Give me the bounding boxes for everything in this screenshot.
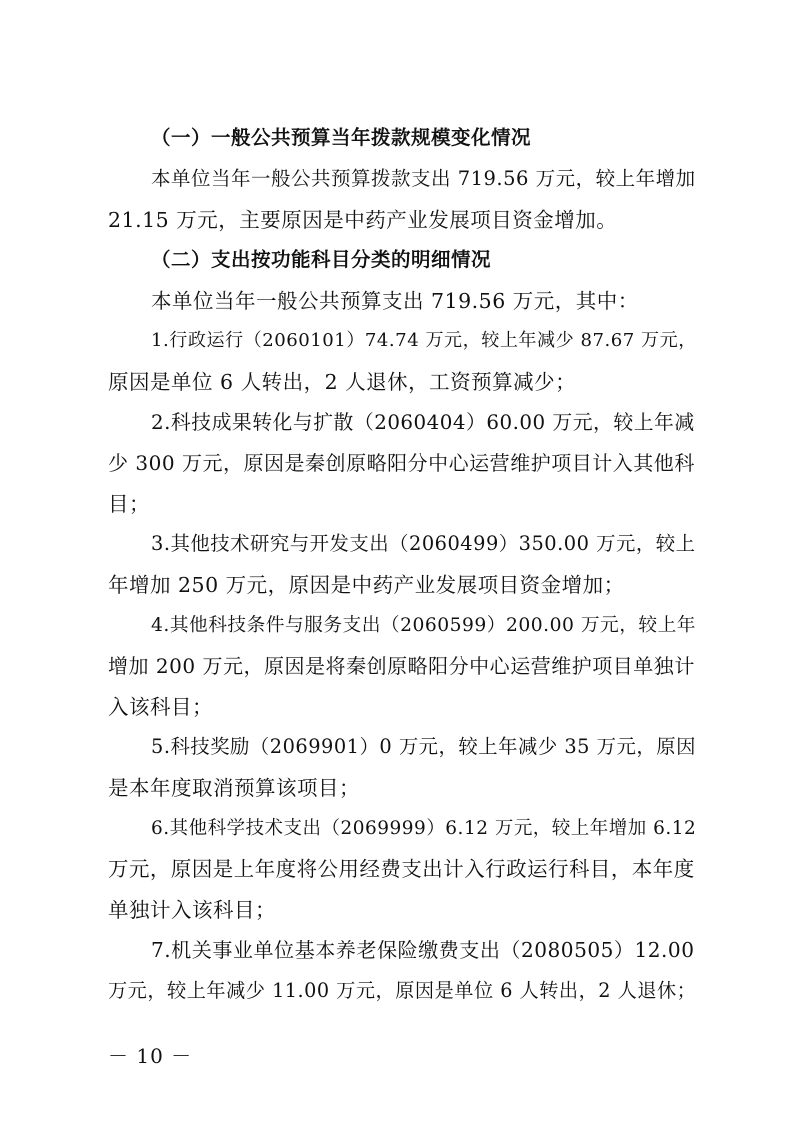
list-item-5-line: 5.科技奖励（2069901）0 万元，较上年减少 35 万元，原因 [151,735,696,758]
section-heading-2: （二）支出按功能科目分类的明细情况 [151,248,492,271]
list-item-7-line: 7.机关事业单位基本养老保险缴费支出（2080505）12.00 [151,938,695,962]
list-item-5-line: 是本年度取消预算该项目； [108,776,360,800]
list-item-2-line: 2.科技成果转化与扩散（2060404）60.00 万元，较上年减 [151,411,695,434]
list-item-7-line: 万元，较上年减少 11.00 万元，原因是单位 6 人转出，2 人退休； [108,979,697,1002]
list-item-3-line: 3.其他技术研究与开发支出（2060499）350.00 万元，较上 [151,532,696,555]
list-item-6-line: 6.其他科学技术支出（2069999）6.12 万元，较上年增加 6.12 [151,818,697,839]
paragraph-line: 21.15 万元，主要原因是中药产业发展项目资金增加。 [108,208,618,232]
paragraph-line: 本单位当年一般公共预算拨款支出 719.56 万元，较上年增加 [151,167,696,190]
list-item-1-line: 1.行政运行（2060101）74.74 万元，较上年减少 87.67 万元， [151,330,697,351]
paragraph-line: 本单位当年一般公共预算支出 719.56 万元，其中： [151,289,639,313]
list-item-4-line: 4.其他科技条件与服务支出（2060599）200.00 万元，较上年 [151,615,696,636]
page-number: － 10 － [108,1044,193,1068]
list-item-6-line: 单独计入该科目； [108,898,276,922]
list-item-4-line: 增加 200 万元，原因是将秦创原略阳分中心运营维护项目单独计 [108,654,695,678]
list-item-1-line: 原因是单位 6 人转出，2 人退休，工资预算减少； [108,370,577,394]
list-item-2-line: 少 300 万元，原因是秦创原略阳分中心运营维护项目计入其他科 [108,451,695,475]
section-heading-1: （一）一般公共预算当年拨款规模变化情况 [151,126,532,149]
list-item-4-line: 入该科目； [108,695,213,719]
list-item-2-line: 目； [108,492,150,516]
list-item-3-line: 年增加 250 万元，原因是中药产业发展项目资金增加； [108,573,625,597]
list-item-6-line: 万元，原因是上年度将公用经费支出计入行政运行科目，本年度 [108,857,695,881]
